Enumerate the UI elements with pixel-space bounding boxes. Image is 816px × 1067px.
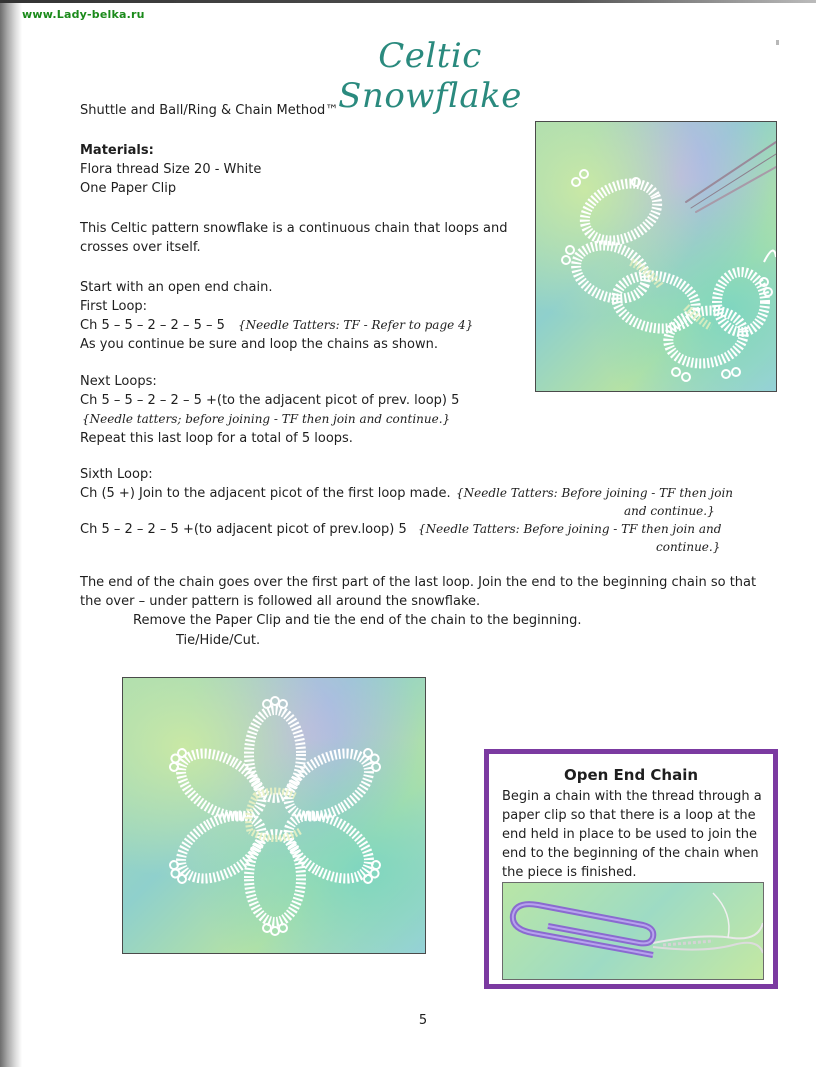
open-end-chain-line: paper clip so that there is a loop at the — [502, 808, 756, 823]
partial-snowflake-illustration — [536, 122, 776, 391]
scan-speck — [776, 40, 779, 45]
open-end-chain-line: Begin a chain with the thread through a — [502, 789, 762, 804]
material-item: One Paper Clip — [80, 181, 177, 196]
next-loops-label: Next Loops: — [80, 374, 157, 389]
sixth-loop-note-1-cont: and continue.} — [624, 504, 715, 518]
start-line: Start with an open end chain. — [80, 280, 273, 295]
ending-line: The end of the chain goes over the first part of the last loop. Join the end to the beginning chain so that — [80, 575, 757, 590]
top-rule — [0, 0, 816, 3]
sixth-loop-note-2-cont: continue.} — [656, 540, 721, 554]
page-number: 5 — [418, 1013, 428, 1028]
sixth-loop-label: Sixth Loop: — [80, 467, 153, 482]
materials-heading: Materials: — [80, 143, 154, 158]
next-loops-repeat: Repeat this last loop for a total of 5 loops. — [80, 431, 353, 446]
first-loop-label: First Loop: — [80, 299, 148, 314]
first-loop-note: {Needle Tatters: TF - Refer to page 4} — [238, 318, 474, 332]
sixth-loop-note-2: {Needle Tatters: Before joining - TF then join and — [418, 522, 722, 536]
intro-line: This Celtic pattern snowflake is a continuous chain that loops and — [80, 221, 508, 236]
first-loop-continue: As you continue be sure and loop the chains as shown. — [80, 337, 438, 352]
intro-line: crosses over itself. — [80, 240, 201, 255]
ending-line: Tie/Hide/Cut. — [176, 633, 261, 648]
sixth-loop-instruction-2: Ch 5 – 2 – 2 – 5 +(to adjacent picot of prev.loop) 5 — [80, 522, 407, 537]
page-binding-shadow — [0, 0, 22, 1067]
first-loop-instruction: Ch 5 – 5 – 2 – 2 – 5 – 5 — [80, 318, 225, 333]
next-loops-note: {Needle tatters; before joining - TF then join and continue.} — [82, 412, 451, 426]
paperclip-illustration — [503, 883, 763, 979]
sixth-loop-note-1: {Needle Tatters: Before joining - TF then join — [456, 486, 734, 500]
watermark-link[interactable]: www.Lady-belka.ru — [22, 8, 145, 21]
ending-line: Remove the Paper Clip and tie the end of the chain to the beginning. — [133, 613, 582, 628]
method-line: Shuttle and Ball/Ring & Chain Method™ — [80, 103, 339, 118]
material-item: Flora thread Size 20 - White — [80, 162, 262, 177]
finished-snowflake-photo — [122, 677, 426, 954]
paperclip-photo — [502, 882, 764, 980]
open-end-chain-line: end to the beginning of the chain when — [502, 846, 759, 861]
open-end-chain-box — [484, 749, 778, 989]
open-end-chain-line: the piece is finished. — [502, 865, 637, 880]
next-loops-instruction: Ch 5 – 5 – 2 – 2 – 5 +(to the adjacent picot of prev. loop) 5 — [80, 393, 460, 408]
sixth-loop-instruction-1: Ch (5 +) Join to the adjacent picot of the first loop made. — [80, 486, 451, 501]
partial-snowflake-photo — [535, 121, 777, 392]
finished-snowflake-illustration — [123, 678, 425, 953]
ending-line: the over – under pattern is followed all around the snowflake. — [80, 594, 481, 609]
open-end-chain-title: Open End Chain — [563, 766, 699, 784]
page-title: Celtic Snowflake — [338, 36, 522, 116]
open-end-chain-line: end held in place to be used to join the — [502, 827, 757, 842]
